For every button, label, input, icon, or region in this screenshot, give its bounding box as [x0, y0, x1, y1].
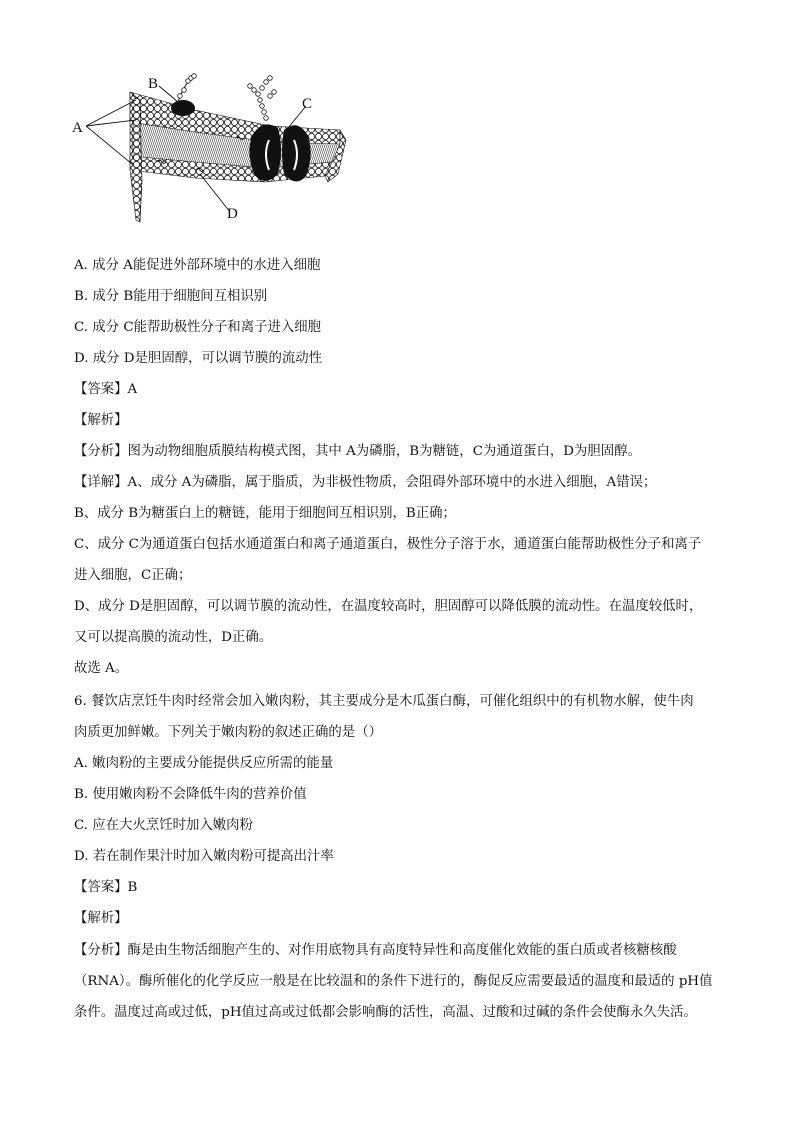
q5-detail-line: 【详解】A、成分 A为磷脂，属于脂质，为非极性物质，会阻碍外部环境中的水进入细胞，A错误； [74, 475, 657, 490]
q6-answer: 【答案】B [74, 880, 138, 895]
q6-option-b: B. 使用嫩肉粉不会降低牛肉的营养价值 [74, 787, 307, 802]
label-d: D [227, 206, 238, 222]
q6-stem-line: 6. 餐饮店烹饪牛肉时经常会加入嫩肉粉，其主要成分是木瓜蛋白酶，可催化组织中的有机物水解，使牛肉 [74, 694, 694, 709]
q5-answer: 【答案】A [74, 382, 138, 397]
q6-option-c: C. 应在大火烹饪时加入嫩肉粉 [74, 818, 253, 833]
q6-analysis-line: （RNA）。酶所催化的化学反应一般是在比较温和的条件下进行的，酶促反应需要最适的温度和最适的 pH值 [74, 974, 713, 989]
q5-analysis-heading: 【解析】 [74, 413, 128, 428]
q5-detail-line: 又可以提高膜的流动性，D正确。 [74, 630, 273, 645]
q5-conclusion: 故选 A。 [74, 661, 129, 676]
q5-detail-line: C、成分 C为通道蛋白包括水通道蛋白和离子通道蛋白，极性分子溶于水，通道蛋白能帮助极性分子和离子 [74, 537, 702, 552]
q5-option-a: A. 成分 A能促进外部环境中的水进入细胞 [74, 258, 321, 273]
q5-detail-line: B、成分 B为糖蛋白上的糖链，能用于细胞间互相识别，B正确； [74, 506, 456, 521]
q6-analysis-line: 条件。温度过高或过低，pH值过高或过低都会影响酶的活性，高温、过酸和过碱的条件会使酶永久失活。 [74, 1005, 697, 1020]
q5-analysis: 【分析】图为动物细胞质膜结构模式图，其中 A为磷脂，B为糖链，C为通道蛋白，D为胆固醇。 [74, 444, 641, 459]
q6-analysis-heading: 【解析】 [74, 911, 128, 926]
q5-option-c: C. 成分 C能帮助极性分子和离子进入细胞 [74, 320, 322, 335]
q5-detail-line: D、成分 D是胆固醇，可以调节膜的流动性，在温度较高时，胆固醇可以降低膜的流动性。在温度较低时， [74, 599, 703, 614]
q6-option-a: A. 嫩肉粉的主要成分能提供反应所需的能量 [74, 756, 334, 771]
label-c: C [302, 96, 313, 112]
q6-stem-line: 肉质更加鲜嫩。下列关于嫩肉粉的叙述正确的是（） [74, 725, 382, 740]
label-a: A [72, 120, 83, 136]
q5-option-d: D. 成分 D是胆固醇，可以调节膜的流动性 [74, 351, 323, 366]
q5-option-b: B. 成分 B能用于细胞间互相识别 [74, 289, 268, 304]
q6-option-d: D. 若在制作果汁时加入嫩肉粉可提高出汁率 [74, 849, 334, 864]
cell-membrane-diagram [70, 70, 360, 245]
q5-detail-line: 进入细胞，C正确； [74, 568, 192, 583]
label-b: B [148, 76, 159, 92]
q6-analysis-line: 【分析】酶是由生物活细胞产生的、对作用底物具有高度特异性和高度催化效能的蛋白质或者核糖核酸 [74, 943, 677, 958]
